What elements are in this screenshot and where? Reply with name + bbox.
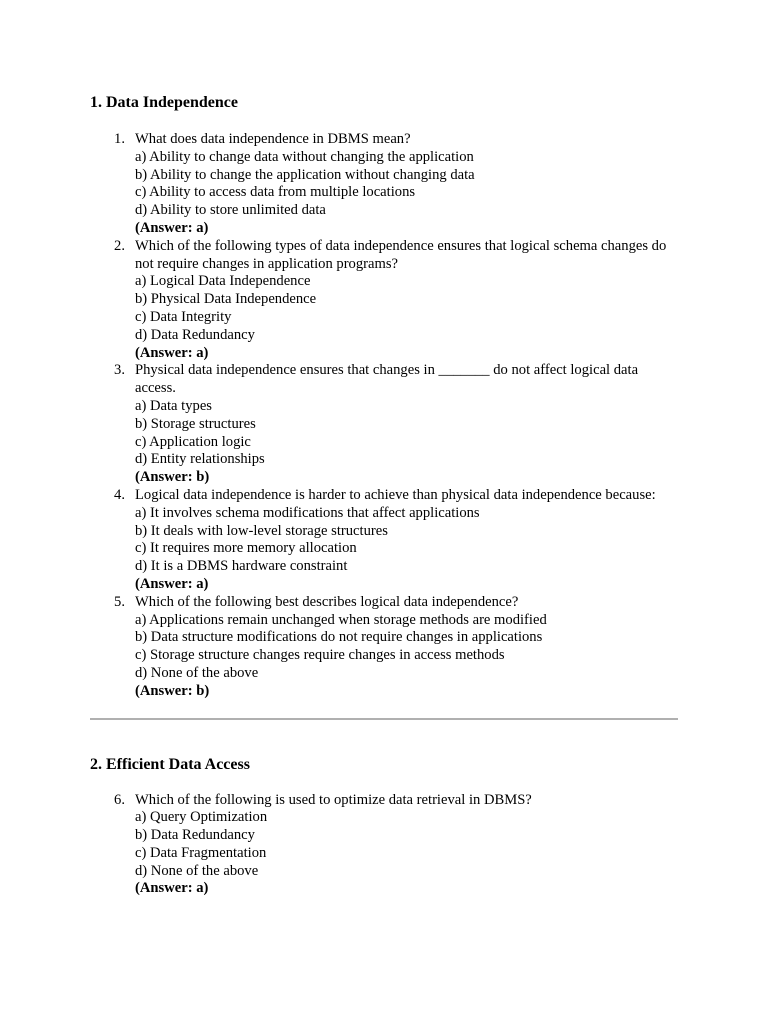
question-number: 4. bbox=[114, 486, 125, 503]
answer-option: a) Query Optimization bbox=[135, 809, 268, 826]
answer-option: b) Data structure modifications do not require changes in applications bbox=[135, 629, 543, 646]
question-number: 2. bbox=[114, 237, 125, 254]
question-item bbox=[90, 594, 678, 701]
question-text: Which of the following types of data independence ensures that logical schema changes do not require changes in application programs? bbox=[135, 237, 667, 272]
question-item bbox=[90, 131, 678, 238]
question-list bbox=[90, 792, 678, 899]
answer-option: b) Physical Data Independence bbox=[135, 291, 317, 308]
question-list bbox=[90, 131, 678, 701]
answer-option: d) Ability to store unlimited data bbox=[135, 202, 326, 219]
question-item bbox=[90, 792, 678, 899]
answer-option: d) It is a DBMS hardware constraint bbox=[135, 558, 348, 575]
answer-option: c) Data Fragmentation bbox=[135, 844, 267, 861]
document-page bbox=[90, 92, 678, 898]
answer-option: b) Storage structures bbox=[135, 415, 256, 432]
question-text: Which of the following best describes logical data independence? bbox=[135, 593, 519, 610]
answer-option: c) Application logic bbox=[135, 433, 251, 450]
answer-option: a) Data types bbox=[135, 397, 212, 414]
answer-key: (Answer: a) bbox=[135, 880, 209, 897]
question-number: 1. bbox=[114, 131, 125, 147]
answer-option: a) Ability to change data without changing the application bbox=[135, 148, 474, 165]
question-item bbox=[90, 362, 678, 487]
section-title: 1. Data Independence bbox=[90, 94, 239, 111]
answer-key: (Answer: a) bbox=[135, 575, 209, 592]
question-number: 3. bbox=[114, 362, 125, 379]
answer-option: d) None of the above bbox=[135, 862, 259, 879]
question-item bbox=[90, 487, 678, 594]
question-item bbox=[90, 238, 678, 363]
answer-option: c) Ability to access data from multiple locations bbox=[135, 184, 416, 201]
answer-option: c) Storage structure changes require changes in access methods bbox=[135, 647, 505, 664]
answer-option: b) It deals with low-level storage structures bbox=[135, 522, 388, 539]
question-text: Physical data independence ensures that changes in _______ do not affect logical data access. bbox=[135, 362, 639, 397]
answer-key: (Answer: b) bbox=[135, 682, 210, 699]
answer-option: a) It involves schema modifications that affect applications bbox=[135, 504, 480, 521]
answer-key: (Answer: a) bbox=[135, 344, 209, 361]
answer-key: (Answer: b) bbox=[135, 469, 210, 486]
answer-option: a) Logical Data Independence bbox=[135, 273, 311, 290]
answer-option: b) Ability to change the application without changing data bbox=[135, 166, 475, 183]
answer-option: d) Entity relationships bbox=[135, 451, 265, 468]
question-text: Logical data independence is harder to achieve than physical data independence because: bbox=[135, 486, 656, 503]
section-title: 2. Efficient Data Access bbox=[90, 755, 250, 773]
question-number: 6. bbox=[114, 791, 125, 808]
question-text: What does data independence in DBMS mean? bbox=[135, 131, 411, 147]
answer-option: c) Data Integrity bbox=[135, 308, 232, 325]
answer-option: d) None of the above bbox=[135, 664, 259, 681]
question-number: 5. bbox=[114, 593, 125, 610]
question-text: Which of the following is used to optimize data retrieval in DBMS? bbox=[135, 791, 532, 808]
answer-option: c) It requires more memory allocation bbox=[135, 540, 357, 557]
answer-option: b) Data Redundancy bbox=[135, 827, 255, 844]
answer-key: (Answer: a) bbox=[135, 219, 209, 236]
answer-option: a) Applications remain unchanged when storage methods are modified bbox=[135, 611, 547, 628]
answer-option: d) Data Redundancy bbox=[135, 326, 255, 343]
section-divider bbox=[90, 718, 678, 720]
